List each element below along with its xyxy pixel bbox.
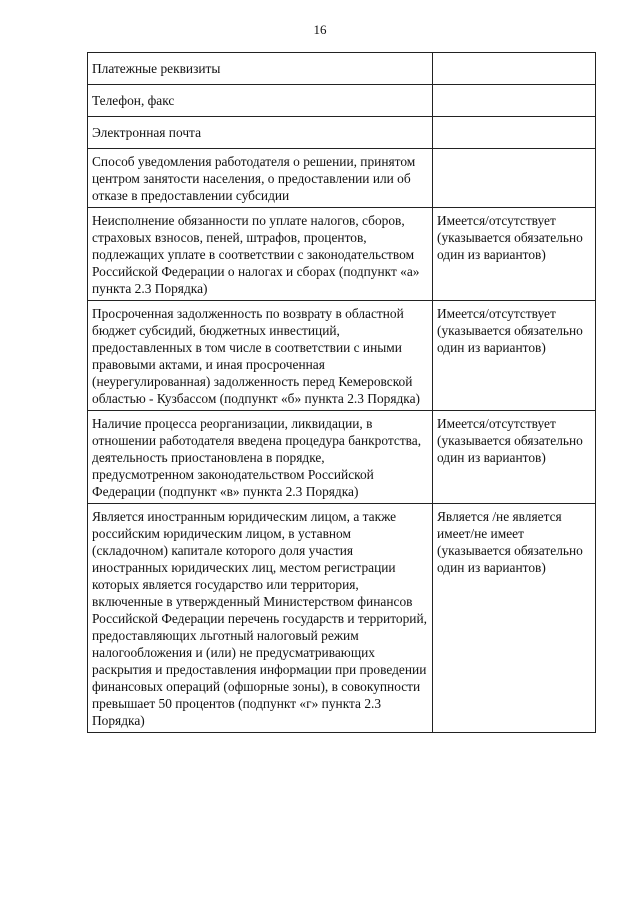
table-row <box>88 85 596 117</box>
row-value-phone-fax[interactable] <box>433 85 596 117</box>
table-row <box>88 504 596 733</box>
row-label-foreign-entity: Является иностранным юридическим лицом, а также российским юридическим лицом, в уставном (складочном) капитале которого доля участия иностранных юридических лиц, местом регистрации которых является государство или территория, включенные в утвержденный Министерством финансов Российской Федерации перечень государств и территорий, предоставляющих льготный налоговый режим налогообложения и (или) не предусматривающих раскрытия и предоставления информации при проведении финансовых операций (офшорные зоны), в совокупности превышает 50 процентов (подпункт «г» пункта 2.3 Порядка) <box>88 504 433 733</box>
row-label-overdue-debt: Просроченная задолженность по возврату в областной бюджет субсидий, бюджетных инвестиций, предоставленных в том числе в соответствии с иными правовыми актами, и иная просроченная (неурегулированная) задолженность перед Кемеровской областью - Кузбассом (подпункт «б» пункта 2.3 Порядка) <box>88 301 433 411</box>
row-value-tax-obligations: Имеется/отсутствует (указывается обязательно один из вариантов) <box>433 208 596 301</box>
table-row <box>88 208 596 301</box>
row-label-notification-method: Способ уведомления работодателя о решении, принятом центром занятости населения, о предоставлении или об отказе в предоставлении субсидии <box>88 149 433 208</box>
table-row <box>88 411 596 504</box>
row-label-phone-fax: Телефон, факс <box>88 85 433 117</box>
table-row <box>88 301 596 411</box>
employer-info-table <box>87 52 596 733</box>
row-value-overdue-debt: Имеется/отсутствует (указывается обязательно один из вариантов) <box>433 301 596 411</box>
page-number: 16 <box>313 22 327 37</box>
table-row <box>88 53 596 85</box>
row-label-payment-details: Платежные реквизиты <box>88 53 433 85</box>
table-row <box>88 149 596 208</box>
row-label-reorganization: Наличие процесса реорганизации, ликвидации, в отношении работодателя введена процедура банкротства, деятельность приостановлена в порядке, предусмотренном законодательством Российской Федерации (подпункт «в» пункта 2.3 Порядка) <box>88 411 433 504</box>
row-value-payment-details[interactable] <box>433 53 596 85</box>
table-row <box>88 117 596 149</box>
row-label-email: Электронная почта <box>88 117 433 149</box>
row-value-foreign-entity: Является /не является имеет/не имеет (указывается обязательно один из вариантов) <box>433 504 596 733</box>
row-value-notification-method[interactable] <box>433 149 596 208</box>
row-value-email[interactable] <box>433 117 596 149</box>
row-label-tax-obligations: Неисполнение обязанности по уплате налогов, сборов, страховых взносов, пеней, штрафов, процентов, подлежащих уплате в соответствии с законодательством Российской Федерации о налогах и сборах (подпункт «а» пункта 2.3 Порядка) <box>88 208 433 301</box>
row-value-reorganization: Имеется/отсутствует (указывается обязательно один из вариантов) <box>433 411 596 504</box>
